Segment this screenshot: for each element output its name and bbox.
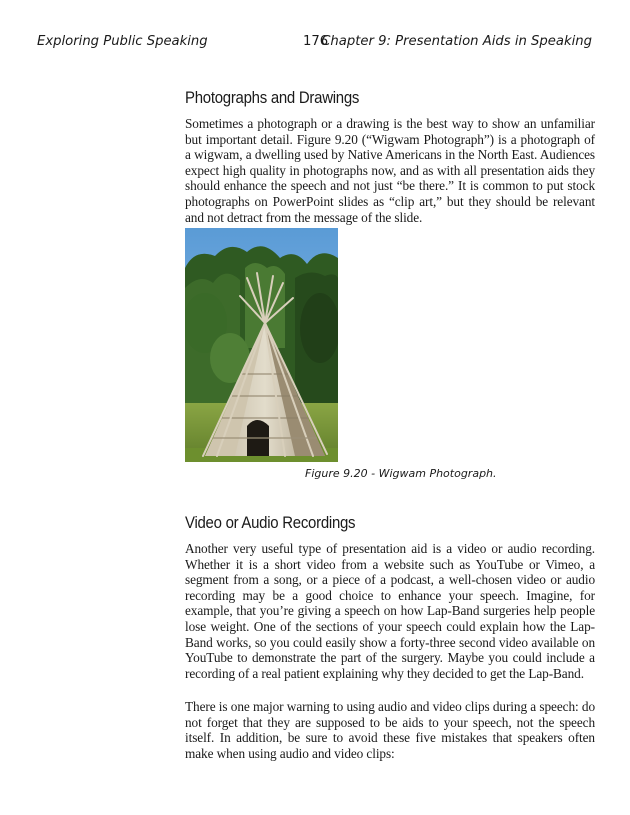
paragraph-photographs: Sometimes a photograph or a drawing is the best way to show an unfamiliar but important detail. Figure 9.20 (“Wigwam Photograph”) is a photograph of a wigwam, a dwelling used by Native Americans in the North East. Audiences expect high quality in photographs now, and as with all presentation aids they should enhance the speech and not just “be there.” It is common to put stock photographs on PowerPoint slides as “clip art,” but they should be relevant and not detract from the message of the slide. [185, 116, 595, 225]
section-heading-photographs: Photographs and Drawings [185, 88, 360, 107]
figure-caption: Figure 9.20 - Wigwam Photograph. [305, 467, 497, 480]
section-heading-video-audio: Video or Audio Recordings [185, 513, 356, 532]
paragraph-video-1: Another very useful type of presentation aid is a video or audio recording. Whether it is a short video from a website such as YouTube or Vimeo, a segment from a song, or a piece of a podcast, a well-chosen video or audio recording may be a good choice to enhance your speech. Imagine, for example, that you’re giving a speech on how Lap-Band surgeries help people lose weight. One of the sections of your speech could explain how the Lap-Band works, so you could easily show a forty-three second video available on YouTube to demonstrate the part of the surgery. Maybe you could include a recording of a real patient explaining why they decided to get the Lap-Band. [185, 541, 595, 681]
chapter-title: Chapter 9: Presentation Aids in Speaking [321, 34, 592, 49]
paragraph-video-2: There is one major warning to using audio and video clips during a speech: do not forget that they are supposed to be aids to your speech, not the speech itself. In addition, be sure to avoid these five mistakes that speakers often make when using audio and video clips: [185, 699, 595, 761]
page-number: 176 [303, 34, 329, 49]
wigwam-photograph [185, 228, 338, 462]
book-title: Exploring Public Speaking [37, 34, 208, 49]
running-header [0, 34, 630, 54]
